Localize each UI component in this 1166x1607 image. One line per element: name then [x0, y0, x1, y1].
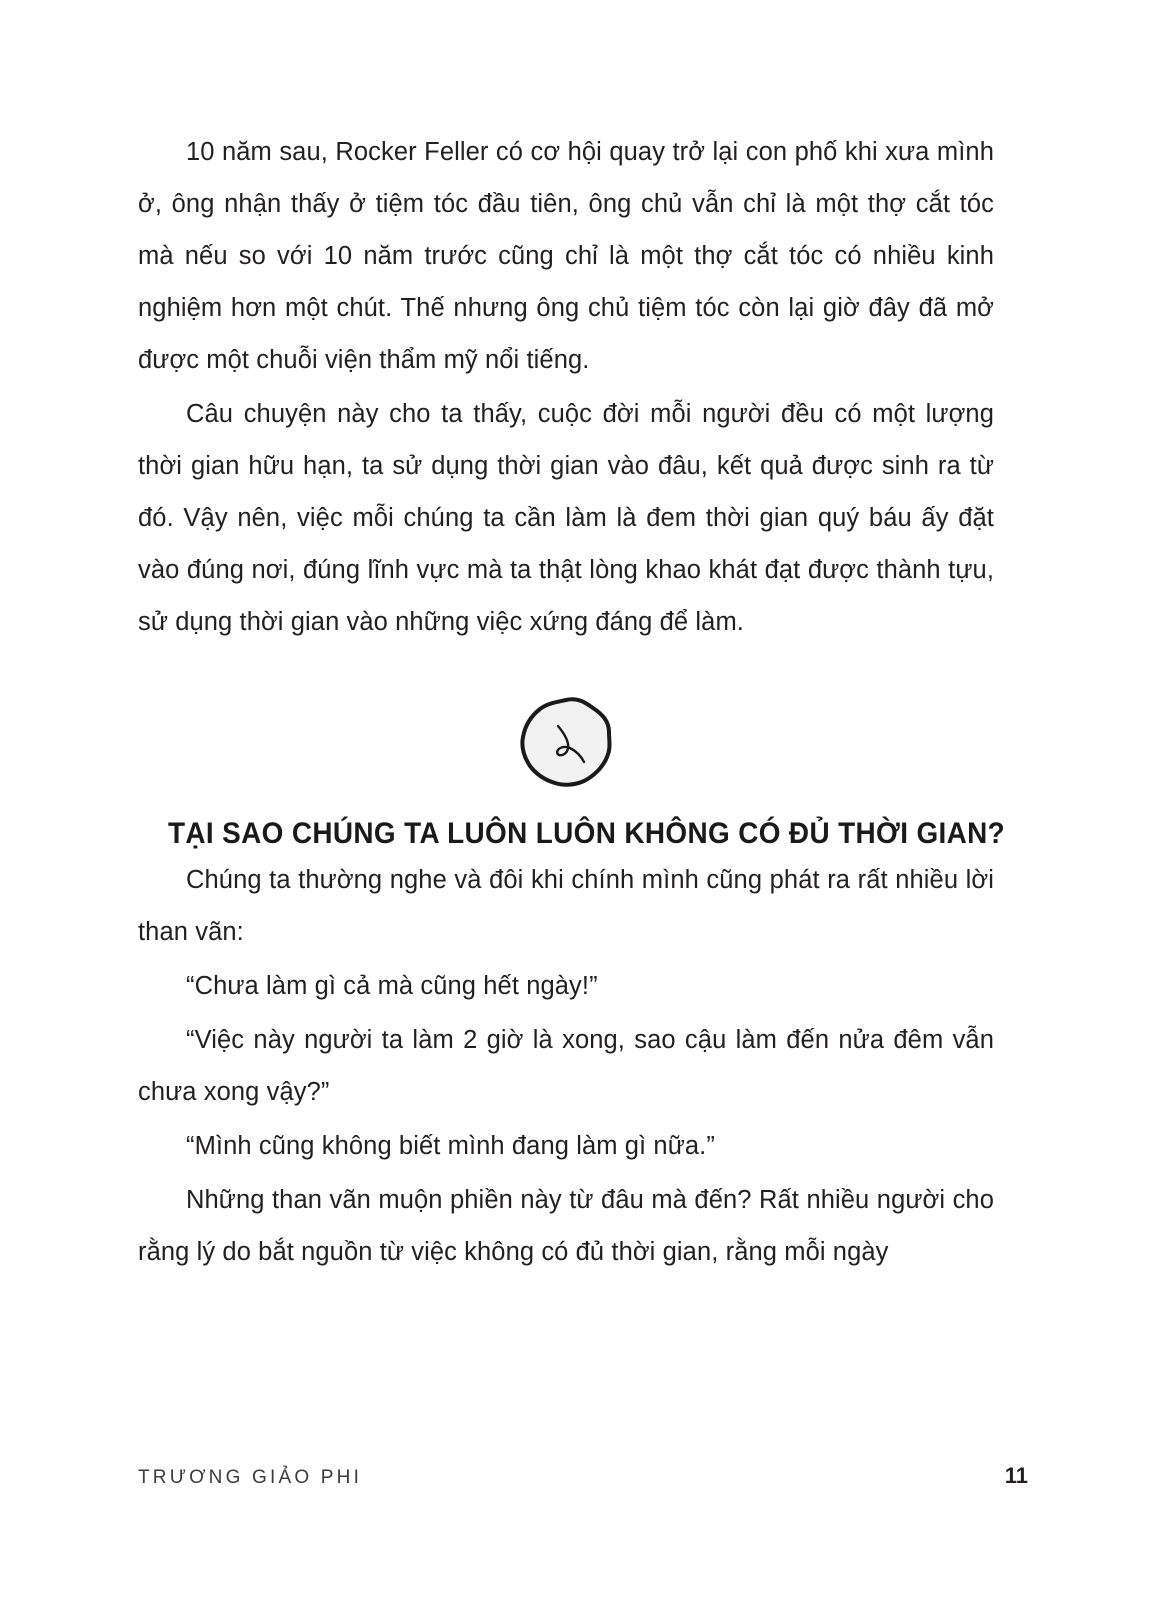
quote-1: “Chưa làm gì cả mà cũng hết ngày!”	[186, 972, 598, 1000]
clock-ornament-icon	[138, 694, 994, 790]
quote-2: “Việc này người ta làm 2 giờ là xong, sao cậu làm đến nửa đêm vẫn chưa xong vậy?”	[138, 1026, 994, 1106]
page-number: 11	[1004, 1463, 1028, 1488]
footer-author: TRƯƠNG GIẢO PHI	[138, 1467, 363, 1488]
quote-3: “Mình cũng không biết mình đang làm gì nữa.”	[186, 1132, 715, 1160]
page-footer	[138, 1463, 1028, 1489]
section-heading: TẠI SAO CHÚNG TA LUÔN LUÔN KHÔNG CÓ ĐỦ THỜI GIAN?	[167, 817, 1006, 850]
paragraph-2: Câu chuyện này cho ta thấy, cuộc đời mỗi người đều có một lượng thời gian hữu hạn, ta sử dụng thời gian vào đâu, kết quả được sinh ra từ đó. Vậy nên, việc mỗi chúng ta cần làm là đem thời gian quý báu ấy đặt vào đúng nơi, đúng lĩnh vực mà ta thật lòng khao khát đạt được thành tựu, sử dụng thời gian vào những việc xứng đáng để làm.	[138, 400, 994, 636]
paragraph-1: 10 năm sau, Rocker Feller có cơ hội quay trở lại con phố khi xưa mình ở, ông nhận thấy ở tiệm tóc đầu tiên, ông chủ vẫn chỉ là một thợ cắt tóc mà nếu so với 10 năm trước cũng chỉ là một thợ cắt tóc có nhiều kinh nghiệm hơn một chút. Thế nhưng ông chủ tiệm tóc còn lại giờ đây đã mở được một chuỗi viện thẩm mỹ nổi tiếng.	[138, 138, 994, 374]
paragraph-4: Những than vãn muộn phiền này từ đâu mà đến? Rất nhiều người cho rằng lý do bắt nguồn từ việc không có đủ thời gian, rằng mỗi ngày	[138, 1186, 994, 1266]
page-content	[138, 126, 1006, 1280]
paragraph-3: Chúng ta thường nghe và đôi khi chính mình cũng phát ra rất nhiều lời than vãn:	[138, 866, 994, 946]
